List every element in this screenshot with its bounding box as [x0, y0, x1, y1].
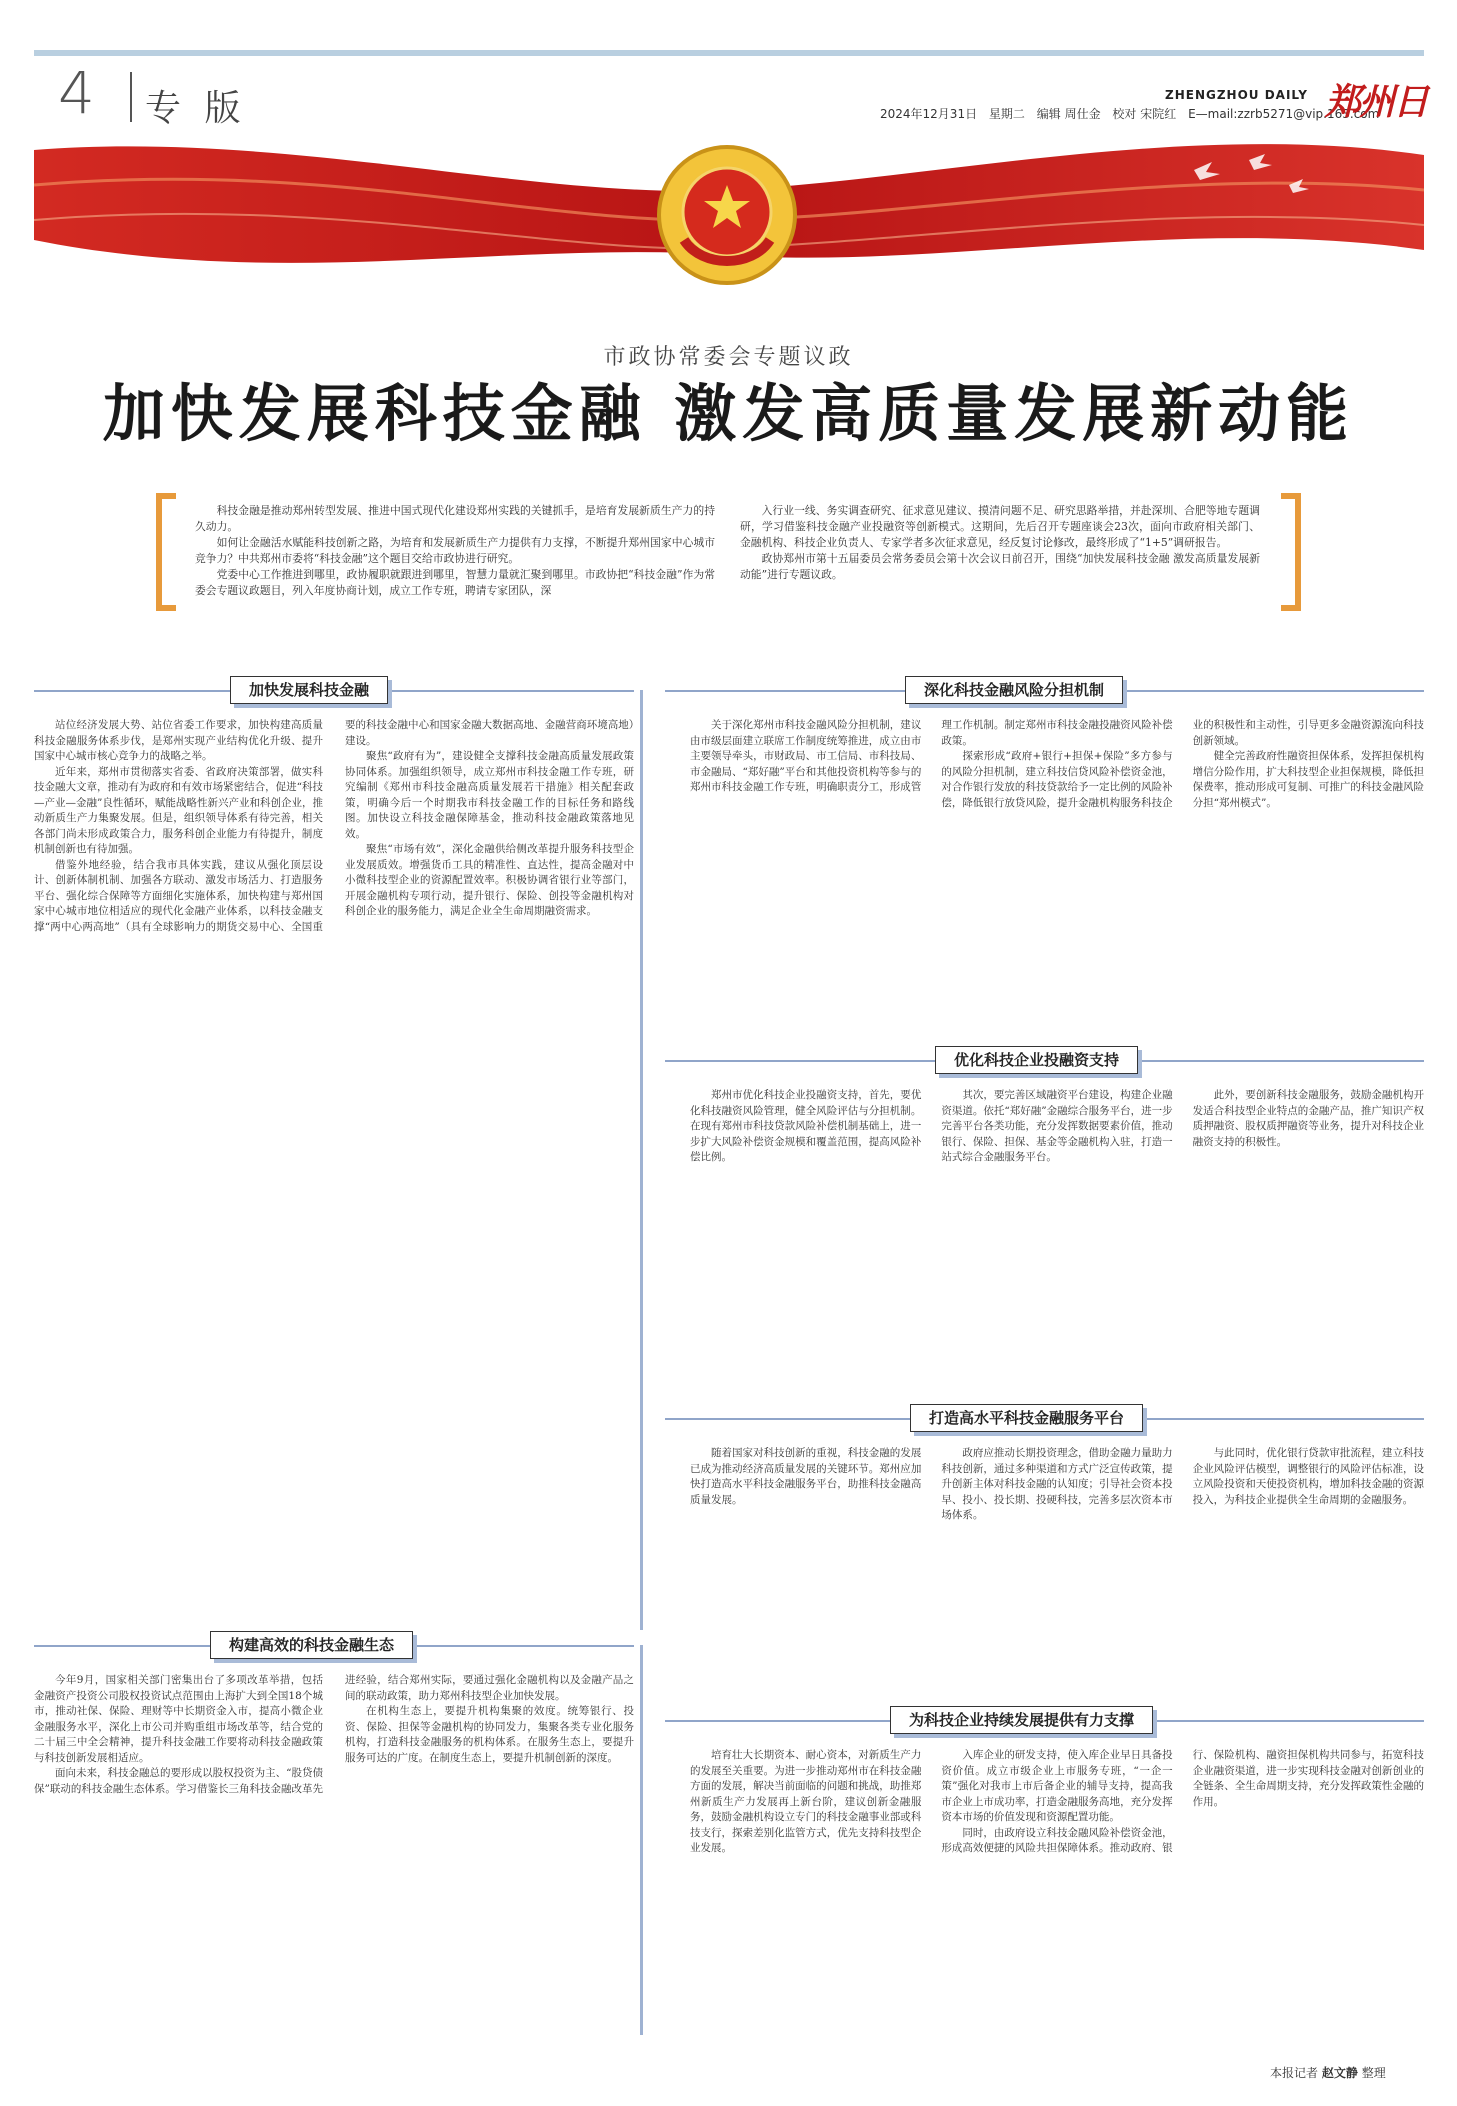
paragraph: 郑州市优化科技企业投融资支持，首先，要优化科技融资风险管理，健全风险评估与分担机制。在现有郑州市科技贷款风险补偿机制基础上，进一步扩大风险补偿资金规模和覆盖范围，提高风险补偿比例。 [690, 1089, 922, 1163]
paragraph: 与此同时，优化银行贷款审批流程，建立科技企业风险评估模型，调整银行的风险评估标准，设立风险投资和天使投资机构，增加科技金融的资源投入，为科技企业提供全生命周期的金融服务。 [1192, 1447, 1424, 1506]
section-body [690, 1446, 1424, 1701]
paragraph: 站位经济发展大势、站位省委工作要求，加快构建高质量科技金融服务体系步伐，是郑州实现产业结构优化升级、提升国家中心城市核心竞争力的战略之举。 [34, 719, 323, 762]
paragraph: 聚焦“政府有为”，建设健全支撑科技金融高质量发展政策协同体系。加强组织领导，成立郑州市科技金融工作专班，研究编制《郑州市科技金融高质量发展若干措施》相关配套政策，明确今后一个时期我市科技金融工作的目标任务和路线图。加快设立科技金融保障基金，推动科技金融政策落地见效。 [345, 750, 634, 840]
paragraph: 探索形成“政府+银行+担保+保险”多方参与的风险分担机制，建立科技信贷风险补偿资金池，对合作银行发放的科技贷款给予一定比例的风险补偿，降低银行放贷风险，提升金融机构服务科技企业的积极性和主动性，引导更多金融资源流向科技创新领域。 [941, 719, 1424, 809]
section-heading: 深化科技金融风险分担机制 [905, 676, 1123, 704]
paragraph: 近年来，郑州市贯彻落实省委、省政府决策部署，做实科技金融大文章，推动有为政府和有效市场紧密结合，促进“科技—产业—金融”良性循环，赋能战略性新兴产业和科创企业，推动新质生产力集聚发展。但是，组织领导体系有待完善，相关各部门尚未形成政策合力，服务科创企业能力有待提升，制度机制创新也有待加强。 [34, 765, 323, 855]
section-heading: 构建高效的科技金融生态 [210, 1631, 413, 1659]
paragraph: 关于深化郑州市科技金融风险分担机制，建议由市级层面建立联席工作制度统筹推进，成立由市主要领导牵头，市财政局、市工信局、市科技局、市金融局、“郑好融”平台和其他投资机构等参与的郑州市科技金融工作专班，明确职责分工，形成管理工作机制。制定郑州市科技金融投融资风险补偿政策。 [690, 719, 1173, 793]
intro-paragraph: 入行业一线、务实调查研究、征求意见建议、摸清问题不足、研究思路举措，并赴深圳、合肥等地专题调研，学习借鉴科技金融产业投融资等创新模式。这期间，先后召开专题座谈会23次，面向市政府相关部门、金融机构、科技企业负责人、专家学者多次征求意见，经反复讨论修改，最终形成了“1+5”调研报告。 [740, 504, 1260, 549]
section-body [690, 1748, 1424, 2048]
paragraph: 培育壮大长期资本、耐心资本，对新质生产力的发展至关重要。为进一步推动郑州市在科技金融方面的发展，解决当前面临的问题和挑战，助推郑州新质生产力发展再上新台阶，建议创新金融服务，鼓励金融机构设立专门的科技金融事业部或科技支行，探索差别化监管方式，优先支持科技型企业发展。 [690, 1749, 922, 1854]
page-number: 4 [58, 59, 95, 127]
header-divider [130, 72, 132, 122]
section-name: 专 版 [145, 88, 247, 129]
intro-bracket-right [1281, 493, 1301, 611]
paragraph: 借鉴外地经验，结合我市具体实践，建议从强化顶层设计、创新体制机制、加强各方联动、激发市场活力、打造服务平台、强化综合保障等方面细化实施体系，加快构建与郑州国家中心城市地位相适应的现代化金融产业体系，以科技金融支撑“两中心两高地”（具有全球影响力的期货交易中心、全国重要的科技金融中心和国家金融大数据高地、金融营商环境高地）建设。 [34, 719, 634, 933]
paragraph: 随着国家对科技创新的重视，科技金融的发展已成为推动经济高质量发展的关键环节。郑州应加快打造高水平科技金融服务平台，助推科技金融高质量发展。 [690, 1447, 922, 1506]
paragraph: 聚焦“市场有效”，深化金融供给侧改革提升服务科技型企业发展质效。增强货币工具的精准性、直达性，提高金融对中小微科技型企业的资源配置效率。积极协调省银行业等部门，开展金融机构专项行动，提升银行、保险、创投等金融机构对科创企业的服务能力，满足企业全生命周期融资需求。 [345, 843, 634, 917]
paragraph: 今年9月，国家相关部门密集出台了多项改革举措，包括金融资产投资公司股权投资试点范围由上海扩大到全国18个城市，推动社保、保险、理财等中长期资金入市，提高小微企业金融服务水平，深化上市公司并购重组市场改革等，结合党的二十届三中全会精神，提升科技金融工作要将动科技金融政策与科技创新发展相适应。 [34, 1674, 323, 1764]
top-rule [34, 50, 1424, 56]
section-heading: 打造高水平科技金融服务平台 [910, 1404, 1143, 1432]
paper-logo: 郑州日 [1325, 81, 1428, 123]
intro-paragraph: 科技金融是推动郑州转型发展、推进中国式现代化建设郑州实践的关键抓手，是培育发展新质生产力的持久动力。 [195, 504, 715, 533]
paragraph: 其次，要完善区域融资平台建设，构建企业融资渠道。依托“郑好融”金融综合服务平台，进一步完善平台各类功能，充分发挥数据要素价值，推动银行、保险、担保、基金等金融机构入驻，打造一站式综合金融服务平台。 [941, 1089, 1173, 1163]
paragraph: 政府应推动长期投资理念，借助金融力量助力科技创新，通过多种渠道和方式广泛宣传政策，提升创新主体对科技金融的认知度；引导社会资本投早、投小、投长期、投硬科技，完善多层次资本市场体系。 [941, 1447, 1173, 1521]
intro-paragraph: 政协郑州市第十五届委员会常务委员会第十次会议日前召开，围绕“加快发展科技金融 激发高质量发展新动能”进行专题议政。 [740, 552, 1260, 581]
cppcc-emblem [652, 140, 802, 290]
issue-info [880, 105, 1387, 122]
intro-bracket-left [156, 493, 176, 611]
email: E—mail:zzrb5271@vip.163.com [1188, 107, 1380, 121]
column-divider [640, 1645, 643, 2035]
intro-right [740, 503, 1260, 583]
section-heading: 优化科技企业投融资支持 [935, 1046, 1138, 1074]
paragraph: 健全完善政府性融资担保体系，发挥担保机构增信分险作用，扩大科技型企业担保规模，降低担保费率，推动形成可复制、可推广的科技金融风险分担“郑州模式”。 [1192, 750, 1424, 809]
headline: 加快发展科技金融 激发高质量发展新动能 [102, 377, 1355, 450]
byline [1270, 2064, 1386, 2081]
proofreader: 校对 宋院红 [1112, 107, 1177, 121]
column-divider [640, 690, 643, 1630]
byline-label: 本报记者 [1270, 2066, 1319, 2080]
paragraph: 同时，由政府设立科技金融风险补偿资金池，形成高效便捷的风险共担保障体系。推动政府、银行、保险机构、融资担保机构共同参与，拓宽科技企业融资渠道，进一步实现科技金融对创新创业的全链条、全生命周期支持，充分发挥政策性金融的作用。 [941, 1749, 1424, 1854]
paper-name-en: ZHENGZHOU DAILY [1165, 88, 1308, 102]
issue-date: 2024年12月31日 [880, 107, 978, 121]
editor: 编辑 周仕金 [1036, 107, 1101, 121]
byline-name: 赵文静 [1321, 2066, 1358, 2080]
section-heading: 为科技企业持续发展提供有力支撑 [890, 1706, 1153, 1734]
kicker: 市政协常委会专题议政 [603, 345, 854, 370]
intro-paragraph: 党委中心工作推进到哪里，政协履职就跟进到哪里，智慧力量就汇聚到哪里。市政协把“科技金融”作为常委会专题议政题目，列入年度协商计划，成立工作专班，聘请专家团队，深 [195, 568, 715, 597]
intro-left [195, 503, 715, 599]
paragraph: 在机构生态上，要提升机构集聚的效度。统筹银行、投资、保险、担保等金融机构的协同发力，集聚各类专业化服务机构，打造科技金融服务的机构体系。在服务生态上，要提升服务可达的广度。在制度生态上，要提升机制创新的深度。 [345, 1705, 634, 1764]
section-body [34, 718, 634, 1623]
issue-weekday: 星期二 [988, 107, 1025, 121]
section-body [34, 1673, 634, 2033]
section-body [690, 718, 1424, 1038]
byline-suffix: 整理 [1361, 2066, 1386, 2080]
paragraph: 面向未来，科技金融总的要形成以股权投资为主、“股贷债保”联动的科技金融生态体系。学习借鉴长三角科技金融改革先进经验，结合郑州实际，要通过强化金融机构以及金融产品之间的联动政策，助力郑州科技型企业加快发展。 [34, 1674, 634, 1795]
section-body [690, 1088, 1424, 1408]
section-heading: 加快发展科技金融 [230, 676, 388, 704]
intro-paragraph: 如何让金融活水赋能科技创新之路，为培育和发展新质生产力提供有力支撑，不断提升郑州国家中心城市竞争力？中共郑州市委将“科技金融”这个题目交给市政协进行研究。 [195, 536, 715, 565]
paragraph: 此外，要创新科技金融服务，鼓励金融机构开发适合科技型企业特点的金融产品，推广知识产权质押融资、股权质押融资等业务，提升对科技企业融资支持的积极性。 [1192, 1089, 1424, 1148]
paragraph: 入库企业的研发支持，使入库企业早日具备投资价值。成立市级企业上市服务专班，“一企一策”强化对我市上市后备企业的辅导支持，提高我市企业上市成功率，打造金融服务高地，充分发挥资本市场的价值发现和资源配置功能。 [941, 1749, 1173, 1823]
